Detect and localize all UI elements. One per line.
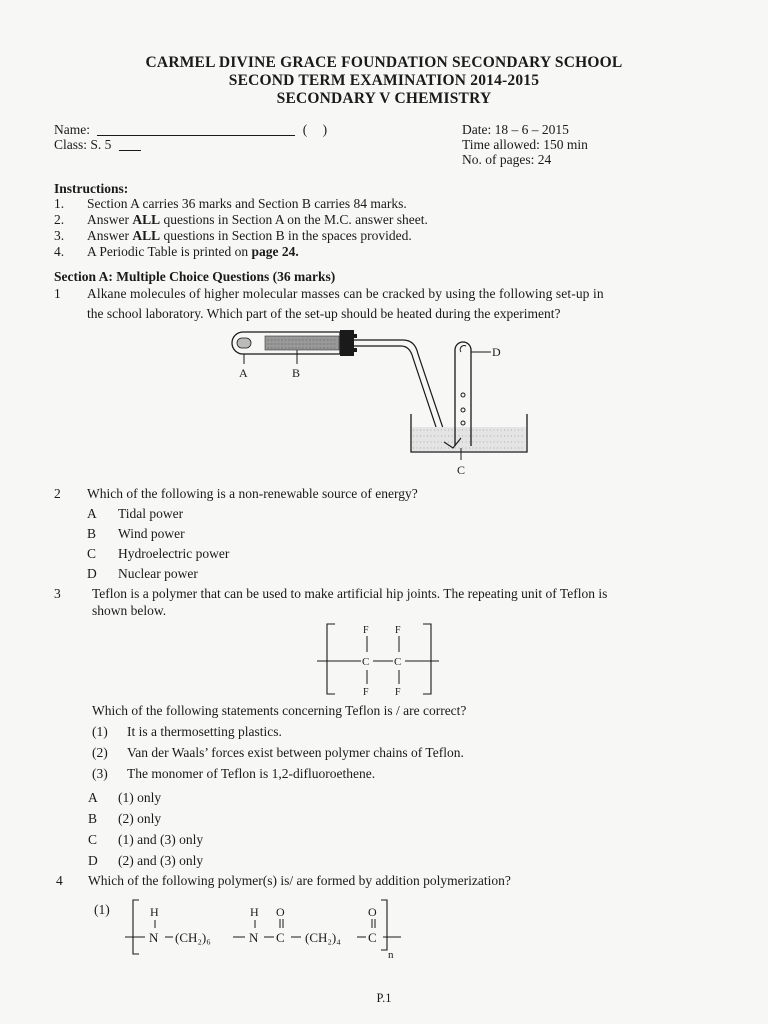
class-label: Class: S. 5: [54, 137, 112, 152]
group-ch2-4: (CH₂)₄: [305, 930, 341, 945]
atom-h: H: [250, 905, 259, 919]
instruction-item: 3. Answer ALL questions in Section B in the spaces provided.: [54, 228, 412, 243]
q3-question: Which of the following statements concerning Teflon is / are correct?: [92, 703, 467, 718]
option: A Tidal power: [87, 506, 184, 521]
statement: (2) Van der Waals’ forces exist between polymer chains of Teflon.: [92, 745, 464, 760]
q1-text-line1: Alkane molecules of higher molecular masses can be cracked by using the following set-up in: [87, 286, 604, 301]
q2-options: [87, 506, 229, 586]
option: B Wind power: [87, 526, 185, 541]
name-row: [54, 122, 333, 138]
atom-h: H: [150, 905, 159, 919]
q3-text-line1: Teflon is a polymer that can be used to make artificial hip joints. The repeating unit of Teflon is: [92, 586, 608, 601]
instructions-list: [54, 196, 714, 260]
atom-f: F: [363, 625, 369, 636]
atom-c: C: [368, 930, 377, 945]
statement: (1) It is a thermosetting plastics.: [92, 724, 282, 739]
option: B (2) only: [88, 811, 162, 826]
atom-c: C: [276, 930, 285, 945]
instruction-item: 1. Section A carries 36 marks and Section B carries 84 marks.: [54, 196, 407, 211]
q1-number: 1: [54, 286, 61, 301]
time-allowed: Time allowed: 150 min: [462, 137, 588, 152]
gas-bubble: [461, 393, 465, 397]
option: D (2) and (3) only: [88, 853, 204, 868]
atom-f: F: [395, 625, 401, 636]
atom-f: F: [363, 687, 369, 698]
q2-number: 2: [54, 486, 61, 501]
atom-f: F: [395, 687, 401, 698]
q3-statements: [92, 724, 464, 787]
q1-text-line2: the school laboratory. Which part of the set-up should be heated during the experiment?: [87, 306, 561, 321]
class-row: [54, 137, 141, 153]
instruction-item: 4. A Periodic Table is printed on page 24.: [54, 244, 299, 259]
exam-title: SECOND TERM EXAMINATION 2014-2015: [228, 72, 540, 89]
instructions-title: Instructions:: [54, 181, 129, 196]
group-ch2-6: (CH₂)₆: [175, 930, 211, 945]
name-underline: [97, 135, 295, 136]
subject-title: SECONDARY V CHEMISTRY: [276, 90, 492, 107]
label-b: B: [292, 366, 301, 380]
atom-c: C: [394, 656, 402, 668]
delivery-tube: [354, 340, 447, 440]
teflon-repeat-unit: [315, 620, 440, 698]
atom-o: O: [368, 905, 377, 919]
q3-options: [88, 790, 203, 874]
water: [412, 427, 526, 451]
label-a: A: [239, 366, 248, 380]
page-count: No. of pages: 24: [462, 152, 552, 167]
instruction-item: 2. Answer ALL questions in Section A on the M.C. answer sheet.: [54, 212, 428, 227]
q4-item-number: (1): [94, 902, 110, 917]
statement: (3) The monomer of Teflon is 1,2-difluoroethene.: [92, 766, 376, 781]
label-c: C: [457, 463, 466, 477]
label-d: D: [492, 345, 501, 359]
subscript-n: n: [388, 949, 394, 960]
atom-c: C: [362, 656, 370, 668]
atom-o: O: [276, 905, 285, 919]
q4-number: 4: [56, 873, 63, 888]
class-number-blank: ( ): [302, 122, 334, 137]
option: C Hydroelectric power: [87, 546, 230, 561]
catalyst-chips: [265, 336, 339, 350]
exam-date: Date: 18 – 6 – 2015: [462, 122, 569, 137]
page-number: P.1: [376, 991, 392, 1005]
option: A (1) only: [88, 790, 162, 805]
class-underline: [119, 150, 141, 151]
q3-text-line2: shown below.: [92, 603, 167, 618]
option: D Nuclear power: [87, 566, 198, 581]
option: C (1) and (3) only: [88, 832, 204, 847]
mineral-wool: [237, 338, 251, 348]
section-a-heading: Section A: Multiple Choice Questions (36 marks): [54, 269, 336, 284]
q4-text: Which of the following polymer(s) is/ are formed by addition polymerization?: [88, 873, 511, 888]
polyamide-repeat-unit: [125, 896, 415, 960]
atom-n: N: [249, 930, 259, 945]
q3-number: 3: [54, 586, 61, 601]
school-name: CARMEL DIVINE GRACE FOUNDATION SECONDARY SCHOOL: [145, 54, 623, 71]
atom-n: N: [149, 930, 159, 945]
cracking-apparatus-diagram: [225, 330, 535, 480]
name-label: Name:: [54, 122, 90, 137]
q2-text: Which of the following is a non-renewable source of energy?: [87, 486, 418, 501]
rubber-bung: [340, 330, 354, 356]
